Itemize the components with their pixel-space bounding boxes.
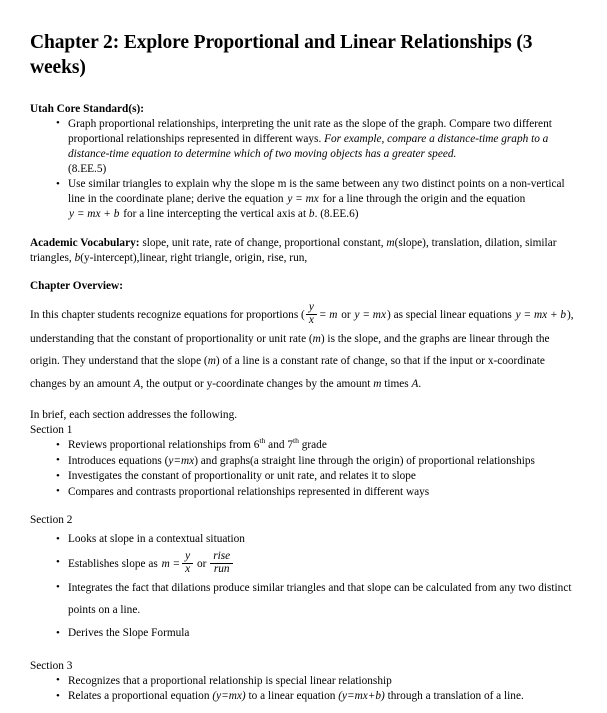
- chapter-overview-paragraph: [30, 303, 578, 396]
- utah-core-standards-list: [30, 117, 578, 223]
- list-item: [30, 438, 578, 453]
- overview-text-e: ) is the slope, and the graphs are linear through the origin. They understand that the slope (: [30, 332, 550, 368]
- bullet-text: Reviews proportional relationships from 6: [68, 439, 260, 452]
- fraction-numerator: rise: [213, 550, 231, 563]
- list-item: [30, 469, 578, 484]
- bullet-text: Relates a proportional equation: [68, 690, 213, 703]
- list-item: [30, 454, 578, 469]
- standard-code: (8.EE.6): [320, 208, 359, 221]
- bullet-text: Establishes slope as: [68, 557, 161, 570]
- bullet-text: ) and graphs(a straight line through the origin) of proportional relationships: [194, 454, 535, 467]
- fraction-denominator: x: [182, 563, 193, 576]
- fraction-numerator: y: [185, 550, 191, 563]
- bullet-text: or: [194, 557, 210, 570]
- overview-text-b: or: [338, 308, 354, 321]
- list-item: [30, 577, 578, 622]
- overview-text-d: ), understanding that the constant of proportionality or unit rate (: [30, 308, 574, 345]
- standard-code: (8.EE.5): [68, 162, 107, 175]
- academic-vocabulary-heading: Academic Vocabulary:: [30, 236, 140, 249]
- section-3-list: [30, 674, 578, 705]
- chapter-overview-heading: Chapter Overview:: [30, 279, 123, 292]
- equation-y-mx-b: y = mx + b: [69, 208, 120, 221]
- overview-text-h: times: [381, 377, 412, 390]
- fraction-numerator: y: [308, 301, 314, 314]
- section-1-list: [30, 438, 578, 500]
- bullet-text: Integrates the fact that dilations produce similar triangles and that slope can be calculated from any two distinct points on a line.: [68, 581, 572, 617]
- academic-vocabulary: [30, 236, 578, 266]
- bullet-text: Looks at slope in a contextual situation: [68, 533, 245, 546]
- standard-text-4: .: [314, 208, 321, 221]
- equation-y-mx: y = mx: [354, 308, 386, 321]
- variable-b: b: [74, 251, 81, 264]
- bullet-text: to a linear equation: [245, 690, 339, 703]
- list-item: [30, 177, 578, 222]
- variable-b: b: [308, 208, 315, 221]
- sections-container: [30, 423, 578, 704]
- list-item: [30, 552, 578, 577]
- vocabulary-text-1: slope, unit rate, rate of change, proportional constant,: [139, 236, 387, 249]
- equation-m-equals: m =: [161, 557, 181, 570]
- overview-text-c: ) as special linear equations: [386, 308, 515, 321]
- vocabulary-text-3: (y-intercept),linear, right triangle, origin, rise, run,: [80, 251, 308, 264]
- list-item: [30, 117, 578, 177]
- page-title: Chapter 2: Explore Proportional and Linear Relationships (3 weeks): [30, 32, 533, 79]
- standard-text: Graph proportional relationships, interpreting the unit rate as the slope of the graph. Compare two different proportional relationships represented in different ways.: [68, 117, 552, 145]
- in-brief-line: In brief, each section addresses the following.: [30, 409, 238, 422]
- list-item: [30, 485, 578, 500]
- bullet-text: grade: [298, 439, 327, 452]
- utah-core-standards-heading: Utah Core Standard(s):: [30, 102, 145, 115]
- section-heading-1: Section 1: [30, 424, 73, 437]
- ordinal-suffix: th: [259, 436, 266, 446]
- equation-y-mx-b: y = mx + b: [515, 308, 567, 321]
- inline-equation: (y=mx+b): [338, 690, 385, 703]
- list-item: [30, 622, 578, 645]
- standard-text-3: for a line intercepting the vertical axis at: [120, 208, 309, 221]
- fraction-y-over-x: [182, 551, 193, 576]
- fraction-denominator: x: [306, 314, 317, 327]
- variable-A: A: [411, 377, 419, 390]
- standard-example-italic: For example, compare a distance-time graph to a distance-time equation to determine which of two moving objects has a greater speed.: [68, 132, 549, 160]
- equation-equals-m: = m: [318, 308, 338, 321]
- bullet-text: and 7: [265, 439, 293, 452]
- bullet-text: Recognizes that a proportional relationship is special linear relationship: [68, 674, 392, 687]
- standard-text: Use similar triangles to explain why the slope m is the same between any two distinct points on a non-vertical line in the coordinate plane; derive the equation: [68, 178, 565, 206]
- list-item: [30, 674, 578, 689]
- bullet-text: Introduces equations (: [68, 454, 169, 467]
- list-item: [30, 528, 578, 551]
- inline-equation: (y=mx): [212, 690, 246, 703]
- variable-m: m: [373, 377, 382, 390]
- overview-text-g: , the output or y-coordinate changes by the amount: [140, 377, 374, 390]
- ordinal-suffix: th: [292, 436, 299, 446]
- section-heading-3: Section 3: [30, 659, 73, 672]
- vocabulary-text-2: (slope), translation, dilation, similar triangles,: [30, 236, 557, 264]
- variable-m: m: [386, 236, 395, 249]
- bullet-text: Investigates the constant of proportionality or unit rate, and relates it to slope: [68, 470, 416, 483]
- overview-text-a: In this chapter students recognize equations for proportions (: [30, 308, 305, 321]
- overview-text-i: .: [418, 377, 422, 390]
- fraction-denominator: run: [210, 563, 233, 576]
- bullet-text: through a translation of a line.: [384, 690, 524, 703]
- document-content: [30, 30, 578, 705]
- section-2-list: [30, 528, 578, 645]
- variable-m: m: [207, 355, 216, 368]
- variable-m: m: [312, 332, 321, 345]
- equation-y-mx: y = mx: [287, 193, 319, 206]
- bullet-text: Compares and contrasts proportional relationships represented in different ways: [68, 485, 430, 498]
- overview-text-f: ) of a line is a constant rate of change, so that if the input or x-coordinate changes by an amount: [30, 355, 545, 390]
- variable-A: A: [133, 377, 141, 390]
- bullet-text: Derives the Slope Formula: [68, 627, 190, 640]
- inline-equation: y=mx: [168, 454, 195, 467]
- section-heading-2: Section 2: [30, 514, 73, 527]
- standard-text-2: for a line through the origin and the equation: [319, 193, 526, 206]
- fraction-y-over-x: [306, 302, 317, 327]
- fraction-rise-over-run: [210, 551, 233, 576]
- list-item: [30, 689, 578, 704]
